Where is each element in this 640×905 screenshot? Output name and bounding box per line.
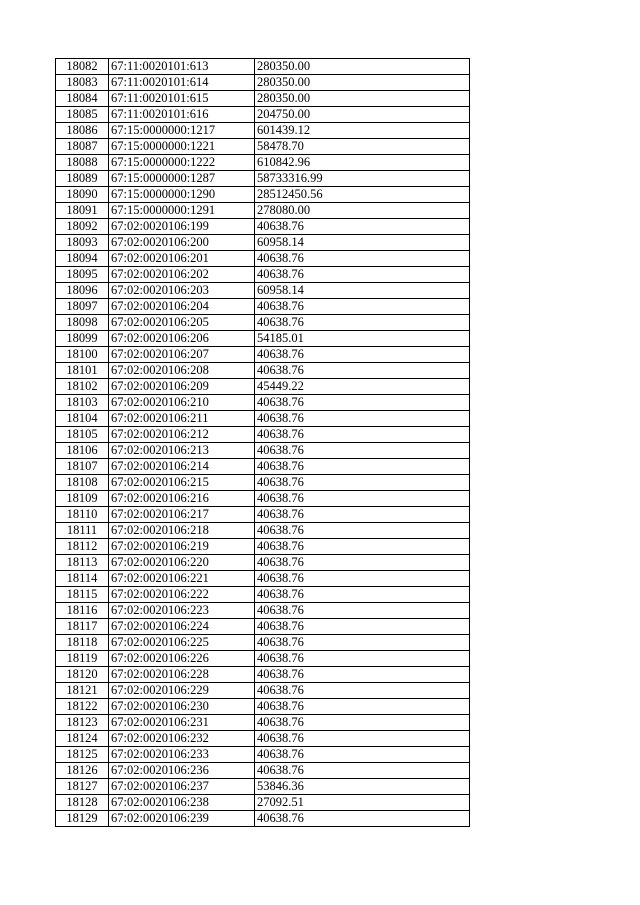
value-cell: 40638.76 <box>255 347 470 363</box>
data-table <box>55 58 470 827</box>
cadastral-number-cell: 67:02:0020106:206 <box>109 331 255 347</box>
value-cell: 40638.76 <box>255 619 470 635</box>
table-row <box>56 283 470 299</box>
row-number-cell: 18083 <box>56 75 109 91</box>
value-cell: 601439.12 <box>255 123 470 139</box>
table-body <box>56 59 470 827</box>
row-number-cell: 18082 <box>56 59 109 75</box>
table-row <box>56 251 470 267</box>
value-cell: 40638.76 <box>255 507 470 523</box>
row-number-cell: 18104 <box>56 411 109 427</box>
row-number-cell: 18105 <box>56 427 109 443</box>
value-cell: 45449.22 <box>255 379 470 395</box>
cadastral-number-cell: 67:02:0020106:230 <box>109 699 255 715</box>
cadastral-number-cell: 67:02:0020106:199 <box>109 219 255 235</box>
table-row <box>56 187 470 203</box>
table-row <box>56 555 470 571</box>
table-row <box>56 203 470 219</box>
cadastral-number-cell: 67:02:0020106:223 <box>109 603 255 619</box>
table-row <box>56 107 470 123</box>
table-row <box>56 395 470 411</box>
row-number-cell: 18085 <box>56 107 109 123</box>
row-number-cell: 18084 <box>56 91 109 107</box>
value-cell: 40638.76 <box>255 731 470 747</box>
row-number-cell: 18114 <box>56 571 109 587</box>
row-number-cell: 18115 <box>56 587 109 603</box>
row-number-cell: 18112 <box>56 539 109 555</box>
table-row <box>56 379 470 395</box>
cadastral-number-cell: 67:02:0020106:210 <box>109 395 255 411</box>
row-number-cell: 18096 <box>56 283 109 299</box>
value-cell: 40638.76 <box>255 555 470 571</box>
value-cell: 610842.96 <box>255 155 470 171</box>
value-cell: 40638.76 <box>255 251 470 267</box>
table-row <box>56 651 470 667</box>
row-number-cell: 18099 <box>56 331 109 347</box>
cadastral-number-cell: 67:02:0020106:233 <box>109 747 255 763</box>
cadastral-number-cell: 67:02:0020106:220 <box>109 555 255 571</box>
row-number-cell: 18107 <box>56 459 109 475</box>
row-number-cell: 18126 <box>56 763 109 779</box>
value-cell: 60958.14 <box>255 235 470 251</box>
value-cell: 40638.76 <box>255 475 470 491</box>
cadastral-number-cell: 67:02:0020106:225 <box>109 635 255 651</box>
value-cell: 40638.76 <box>255 427 470 443</box>
table-row <box>56 571 470 587</box>
value-cell: 40638.76 <box>255 363 470 379</box>
table-row <box>56 363 470 379</box>
table-row <box>56 667 470 683</box>
cadastral-number-cell: 67:02:0020106:213 <box>109 443 255 459</box>
cadastral-number-cell: 67:02:0020106:202 <box>109 267 255 283</box>
table-row <box>56 75 470 91</box>
row-number-cell: 18121 <box>56 683 109 699</box>
table-row <box>56 619 470 635</box>
cadastral-number-cell: 67:02:0020106:238 <box>109 795 255 811</box>
table-row <box>56 715 470 731</box>
value-cell: 40638.76 <box>255 523 470 539</box>
cadastral-number-cell: 67:02:0020106:217 <box>109 507 255 523</box>
cadastral-number-cell: 67:02:0020106:228 <box>109 667 255 683</box>
row-number-cell: 18089 <box>56 171 109 187</box>
cadastral-number-cell: 67:15:0000000:1221 <box>109 139 255 155</box>
row-number-cell: 18119 <box>56 651 109 667</box>
value-cell: 280350.00 <box>255 59 470 75</box>
table-row <box>56 299 470 315</box>
value-cell: 40638.76 <box>255 651 470 667</box>
value-cell: 54185.01 <box>255 331 470 347</box>
table-row <box>56 603 470 619</box>
cadastral-number-cell: 67:02:0020106:218 <box>109 523 255 539</box>
table-row <box>56 219 470 235</box>
row-number-cell: 18110 <box>56 507 109 523</box>
table-row <box>56 587 470 603</box>
row-number-cell: 18120 <box>56 667 109 683</box>
table-row <box>56 491 470 507</box>
cadastral-number-cell: 67:02:0020106:221 <box>109 571 255 587</box>
row-number-cell: 18109 <box>56 491 109 507</box>
table-row <box>56 411 470 427</box>
table-row <box>56 59 470 75</box>
value-cell: 40638.76 <box>255 587 470 603</box>
row-number-cell: 18093 <box>56 235 109 251</box>
cadastral-number-cell: 67:02:0020106:237 <box>109 779 255 795</box>
cadastral-number-cell: 67:11:0020101:614 <box>109 75 255 91</box>
cadastral-number-cell: 67:11:0020101:613 <box>109 59 255 75</box>
row-number-cell: 18108 <box>56 475 109 491</box>
cadastral-number-cell: 67:02:0020106:209 <box>109 379 255 395</box>
value-cell: 58478.70 <box>255 139 470 155</box>
value-cell: 40638.76 <box>255 699 470 715</box>
table-row <box>56 763 470 779</box>
value-cell: 40638.76 <box>255 811 470 827</box>
value-cell: 40638.76 <box>255 491 470 507</box>
row-number-cell: 18102 <box>56 379 109 395</box>
table-row <box>56 795 470 811</box>
row-number-cell: 18091 <box>56 203 109 219</box>
cadastral-number-cell: 67:02:0020106:222 <box>109 587 255 603</box>
value-cell: 40638.76 <box>255 267 470 283</box>
cadastral-number-cell: 67:02:0020106:215 <box>109 475 255 491</box>
value-cell: 40638.76 <box>255 747 470 763</box>
cadastral-number-cell: 67:15:0000000:1291 <box>109 203 255 219</box>
value-cell: 40638.76 <box>255 683 470 699</box>
value-cell: 40638.76 <box>255 571 470 587</box>
table-row <box>56 443 470 459</box>
row-number-cell: 18097 <box>56 299 109 315</box>
value-cell: 40638.76 <box>255 539 470 555</box>
table-row <box>56 427 470 443</box>
table-row <box>56 507 470 523</box>
value-cell: 278080.00 <box>255 203 470 219</box>
row-number-cell: 18106 <box>56 443 109 459</box>
row-number-cell: 18087 <box>56 139 109 155</box>
value-cell: 40638.76 <box>255 715 470 731</box>
table-row <box>56 347 470 363</box>
cadastral-number-cell: 67:02:0020106:204 <box>109 299 255 315</box>
cadastral-number-cell: 67:02:0020106:208 <box>109 363 255 379</box>
value-cell: 40638.76 <box>255 603 470 619</box>
row-number-cell: 18127 <box>56 779 109 795</box>
cadastral-number-cell: 67:02:0020106:216 <box>109 491 255 507</box>
value-cell: 40638.76 <box>255 219 470 235</box>
table-row <box>56 331 470 347</box>
row-number-cell: 18118 <box>56 635 109 651</box>
value-cell: 280350.00 <box>255 75 470 91</box>
cadastral-number-cell: 67:02:0020106:226 <box>109 651 255 667</box>
cadastral-number-cell: 67:02:0020106:211 <box>109 411 255 427</box>
table-row <box>56 811 470 827</box>
row-number-cell: 18129 <box>56 811 109 827</box>
table-row <box>56 459 470 475</box>
table-row <box>56 779 470 795</box>
cadastral-number-cell: 67:11:0020101:616 <box>109 107 255 123</box>
cadastral-number-cell: 67:02:0020106:207 <box>109 347 255 363</box>
table-row <box>56 475 470 491</box>
value-cell: 40638.76 <box>255 763 470 779</box>
row-number-cell: 18113 <box>56 555 109 571</box>
cadastral-number-cell: 67:15:0000000:1287 <box>109 171 255 187</box>
row-number-cell: 18123 <box>56 715 109 731</box>
value-cell: 40638.76 <box>255 667 470 683</box>
row-number-cell: 18128 <box>56 795 109 811</box>
row-number-cell: 18116 <box>56 603 109 619</box>
cadastral-number-cell: 67:02:0020106:236 <box>109 763 255 779</box>
cadastral-number-cell: 67:02:0020106:232 <box>109 731 255 747</box>
row-number-cell: 18117 <box>56 619 109 635</box>
table-row <box>56 91 470 107</box>
value-cell: 27092.51 <box>255 795 470 811</box>
value-cell: 40638.76 <box>255 443 470 459</box>
row-number-cell: 18101 <box>56 363 109 379</box>
value-cell: 40638.76 <box>255 411 470 427</box>
row-number-cell: 18094 <box>56 251 109 267</box>
row-number-cell: 18086 <box>56 123 109 139</box>
cadastral-number-cell: 67:15:0000000:1290 <box>109 187 255 203</box>
cadastral-number-cell: 67:02:0020106:219 <box>109 539 255 555</box>
value-cell: 40638.76 <box>255 315 470 331</box>
cadastral-number-cell: 67:02:0020106:229 <box>109 683 255 699</box>
table-row <box>56 171 470 187</box>
table-row <box>56 699 470 715</box>
row-number-cell: 18111 <box>56 523 109 539</box>
row-number-cell: 18095 <box>56 267 109 283</box>
value-cell: 40638.76 <box>255 395 470 411</box>
row-number-cell: 18088 <box>56 155 109 171</box>
row-number-cell: 18098 <box>56 315 109 331</box>
value-cell: 204750.00 <box>255 107 470 123</box>
cadastral-number-cell: 67:02:0020106:200 <box>109 235 255 251</box>
value-cell: 40638.76 <box>255 299 470 315</box>
row-number-cell: 18124 <box>56 731 109 747</box>
cadastral-number-cell: 67:02:0020106:205 <box>109 315 255 331</box>
table-row <box>56 731 470 747</box>
value-cell: 60958.14 <box>255 283 470 299</box>
table-row <box>56 123 470 139</box>
table-row <box>56 155 470 171</box>
table-row <box>56 139 470 155</box>
value-cell: 280350.00 <box>255 91 470 107</box>
table-row <box>56 539 470 555</box>
row-number-cell: 18100 <box>56 347 109 363</box>
row-number-cell: 18090 <box>56 187 109 203</box>
row-number-cell: 18122 <box>56 699 109 715</box>
table-row <box>56 683 470 699</box>
value-cell: 58733316.99 <box>255 171 470 187</box>
table-row <box>56 267 470 283</box>
value-cell: 40638.76 <box>255 635 470 651</box>
cadastral-number-cell: 67:02:0020106:212 <box>109 427 255 443</box>
table-row <box>56 635 470 651</box>
cadastral-number-cell: 67:02:0020106:239 <box>109 811 255 827</box>
cadastral-number-cell: 67:15:0000000:1217 <box>109 123 255 139</box>
cadastral-number-cell: 67:11:0020101:615 <box>109 91 255 107</box>
value-cell: 28512450.56 <box>255 187 470 203</box>
row-number-cell: 18103 <box>56 395 109 411</box>
value-cell: 40638.76 <box>255 459 470 475</box>
row-number-cell: 18125 <box>56 747 109 763</box>
cadastral-number-cell: 67:02:0020106:224 <box>109 619 255 635</box>
value-cell: 53846.36 <box>255 779 470 795</box>
row-number-cell: 18092 <box>56 219 109 235</box>
cadastral-number-cell: 67:15:0000000:1222 <box>109 155 255 171</box>
cadastral-number-cell: 67:02:0020106:231 <box>109 715 255 731</box>
cadastral-number-cell: 67:02:0020106:203 <box>109 283 255 299</box>
cadastral-number-cell: 67:02:0020106:201 <box>109 251 255 267</box>
table-row <box>56 747 470 763</box>
table-row <box>56 315 470 331</box>
table-row <box>56 523 470 539</box>
cadastral-number-cell: 67:02:0020106:214 <box>109 459 255 475</box>
table-row <box>56 235 470 251</box>
